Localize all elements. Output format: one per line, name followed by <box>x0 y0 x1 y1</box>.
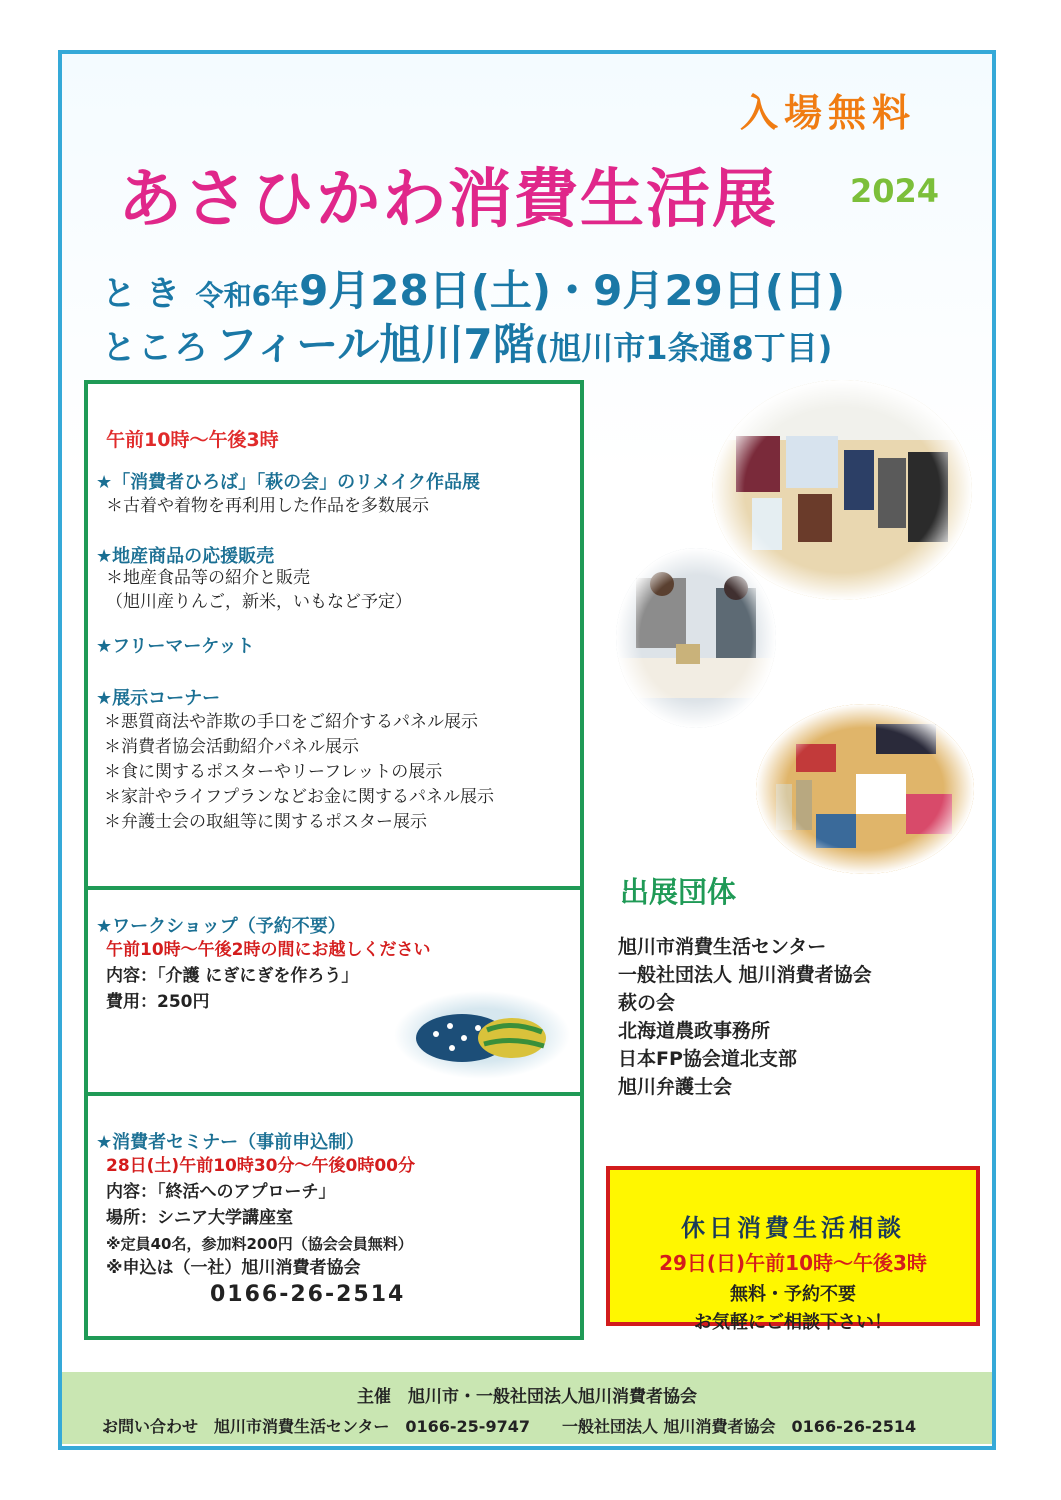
seminar-place: 場所：シニア大学講座室 <box>106 1208 293 1228</box>
workshop-time: 午前10時～午後2時の間にお越しください <box>106 940 431 960</box>
seminar-heading: ★消費者セミナー（事前申込制） <box>96 1132 365 1153</box>
event-year: 2024 <box>850 172 940 210</box>
local-sale-heading: ★地産商品の応援販売 <box>96 546 275 567</box>
when-line <box>102 258 845 318</box>
remake-line-1: ＊古着や着物を再利用した作品を多数展示 <box>106 496 429 516</box>
display-line-3: ＊食に関するポスターやリーフレットの展示 <box>104 762 443 782</box>
when-label: とき <box>102 274 190 314</box>
exhibitor-item: 旭川弁護士会 <box>618 1076 733 1098</box>
workshop-content: 内容：「介護 にぎにぎを作ろう」 <box>106 966 359 986</box>
consult-time: 29日(日)午前10時～午後3時 <box>659 1251 927 1275</box>
consult-note-1: 無料・予約不要 <box>730 1284 856 1305</box>
exhibitors-list <box>618 933 872 1101</box>
exhibitor-item: 一般社団法人 旭川消費者協会 <box>618 964 872 986</box>
exhibition-photo-1 <box>712 380 972 600</box>
exhibitor-item: 北海道農政事務所 <box>618 1020 771 1042</box>
when-era: 令和6年 <box>195 279 300 312</box>
when-dates: 9月28日(土)・9月29日(日) <box>299 266 846 315</box>
seminar-apply: ※申込は（一社）旭川消費者協会 <box>106 1258 361 1278</box>
local-sale-line-2: （旭川産りんご，新米，いもなど予定） <box>106 592 412 612</box>
display-line-2: ＊消費者協会活動紹介パネル展示 <box>104 737 359 757</box>
workshop-product-photo <box>392 990 572 1080</box>
remake-heading: ★「消費者ひろば」「萩の会」のリメイク作品展 <box>96 472 481 493</box>
exhibition-photo-3 <box>756 704 974 874</box>
seminar-phone: 0166-26-2514 <box>210 1282 406 1307</box>
consult-title: 休日消費生活相談 <box>681 1214 905 1242</box>
display-line-1: ＊悪質商法や詐欺の手口をご紹介するパネル展示 <box>104 712 478 732</box>
exhibitor-item: 萩の会 <box>618 992 676 1014</box>
workshop-fee: 費用：250円 <box>106 992 210 1012</box>
display-corner-heading: ★展示コーナー <box>96 688 221 709</box>
exhibitor-item: 日本FP協会道北支部 <box>618 1048 797 1070</box>
where-address: (旭川市1条通8丁目) <box>534 329 833 367</box>
seminar-capacity: ※定員40名，参加料200円（協会会員無料） <box>106 1235 413 1253</box>
display-line-5: ＊弁護士会の取組等に関するポスター展示 <box>104 812 427 832</box>
seminar-content: 内容：「終活へのアプローチ」 <box>106 1182 336 1202</box>
footer-host: 主催 旭川市・一般社団法人旭川消費者協会 <box>357 1387 697 1407</box>
local-sale-line-1: ＊地産食品等の紹介と販売 <box>106 568 310 588</box>
where-line <box>102 312 832 372</box>
free-admission-label: 入場無料 <box>740 91 917 135</box>
exhibitor-item: 旭川市消費生活センター <box>618 936 827 958</box>
consult-note-2: お気軽にご相談下さい！ <box>694 1312 892 1333</box>
exhibitors-heading: 出展団体 <box>620 875 737 909</box>
holiday-consultation-box <box>606 1166 980 1333</box>
seminar-time: 28日(土)午前10時30分～午後0時00分 <box>106 1156 415 1176</box>
where-label: ところ <box>102 328 210 368</box>
display-line-4: ＊家計やライフプランなどお金に関するパネル展示 <box>104 787 494 807</box>
exhibition-photo-2 <box>616 548 776 728</box>
footer-inquiry: お問い合わせ 旭川市消費生活センター 0166-25-9747 一般社団法人 旭川消費者協会 0166-26-2514 <box>102 1417 917 1436</box>
flea-market-heading: ★フリーマーケット <box>96 636 255 657</box>
event-title: あさひかわ消費生活展 <box>118 163 778 237</box>
footer-band <box>62 1372 992 1444</box>
hours-label: 午前10時～午後3時 <box>106 429 279 451</box>
where-place: フィール旭川7階 <box>215 320 535 369</box>
workshop-heading: ★ワークショップ（予約不要） <box>96 916 346 937</box>
